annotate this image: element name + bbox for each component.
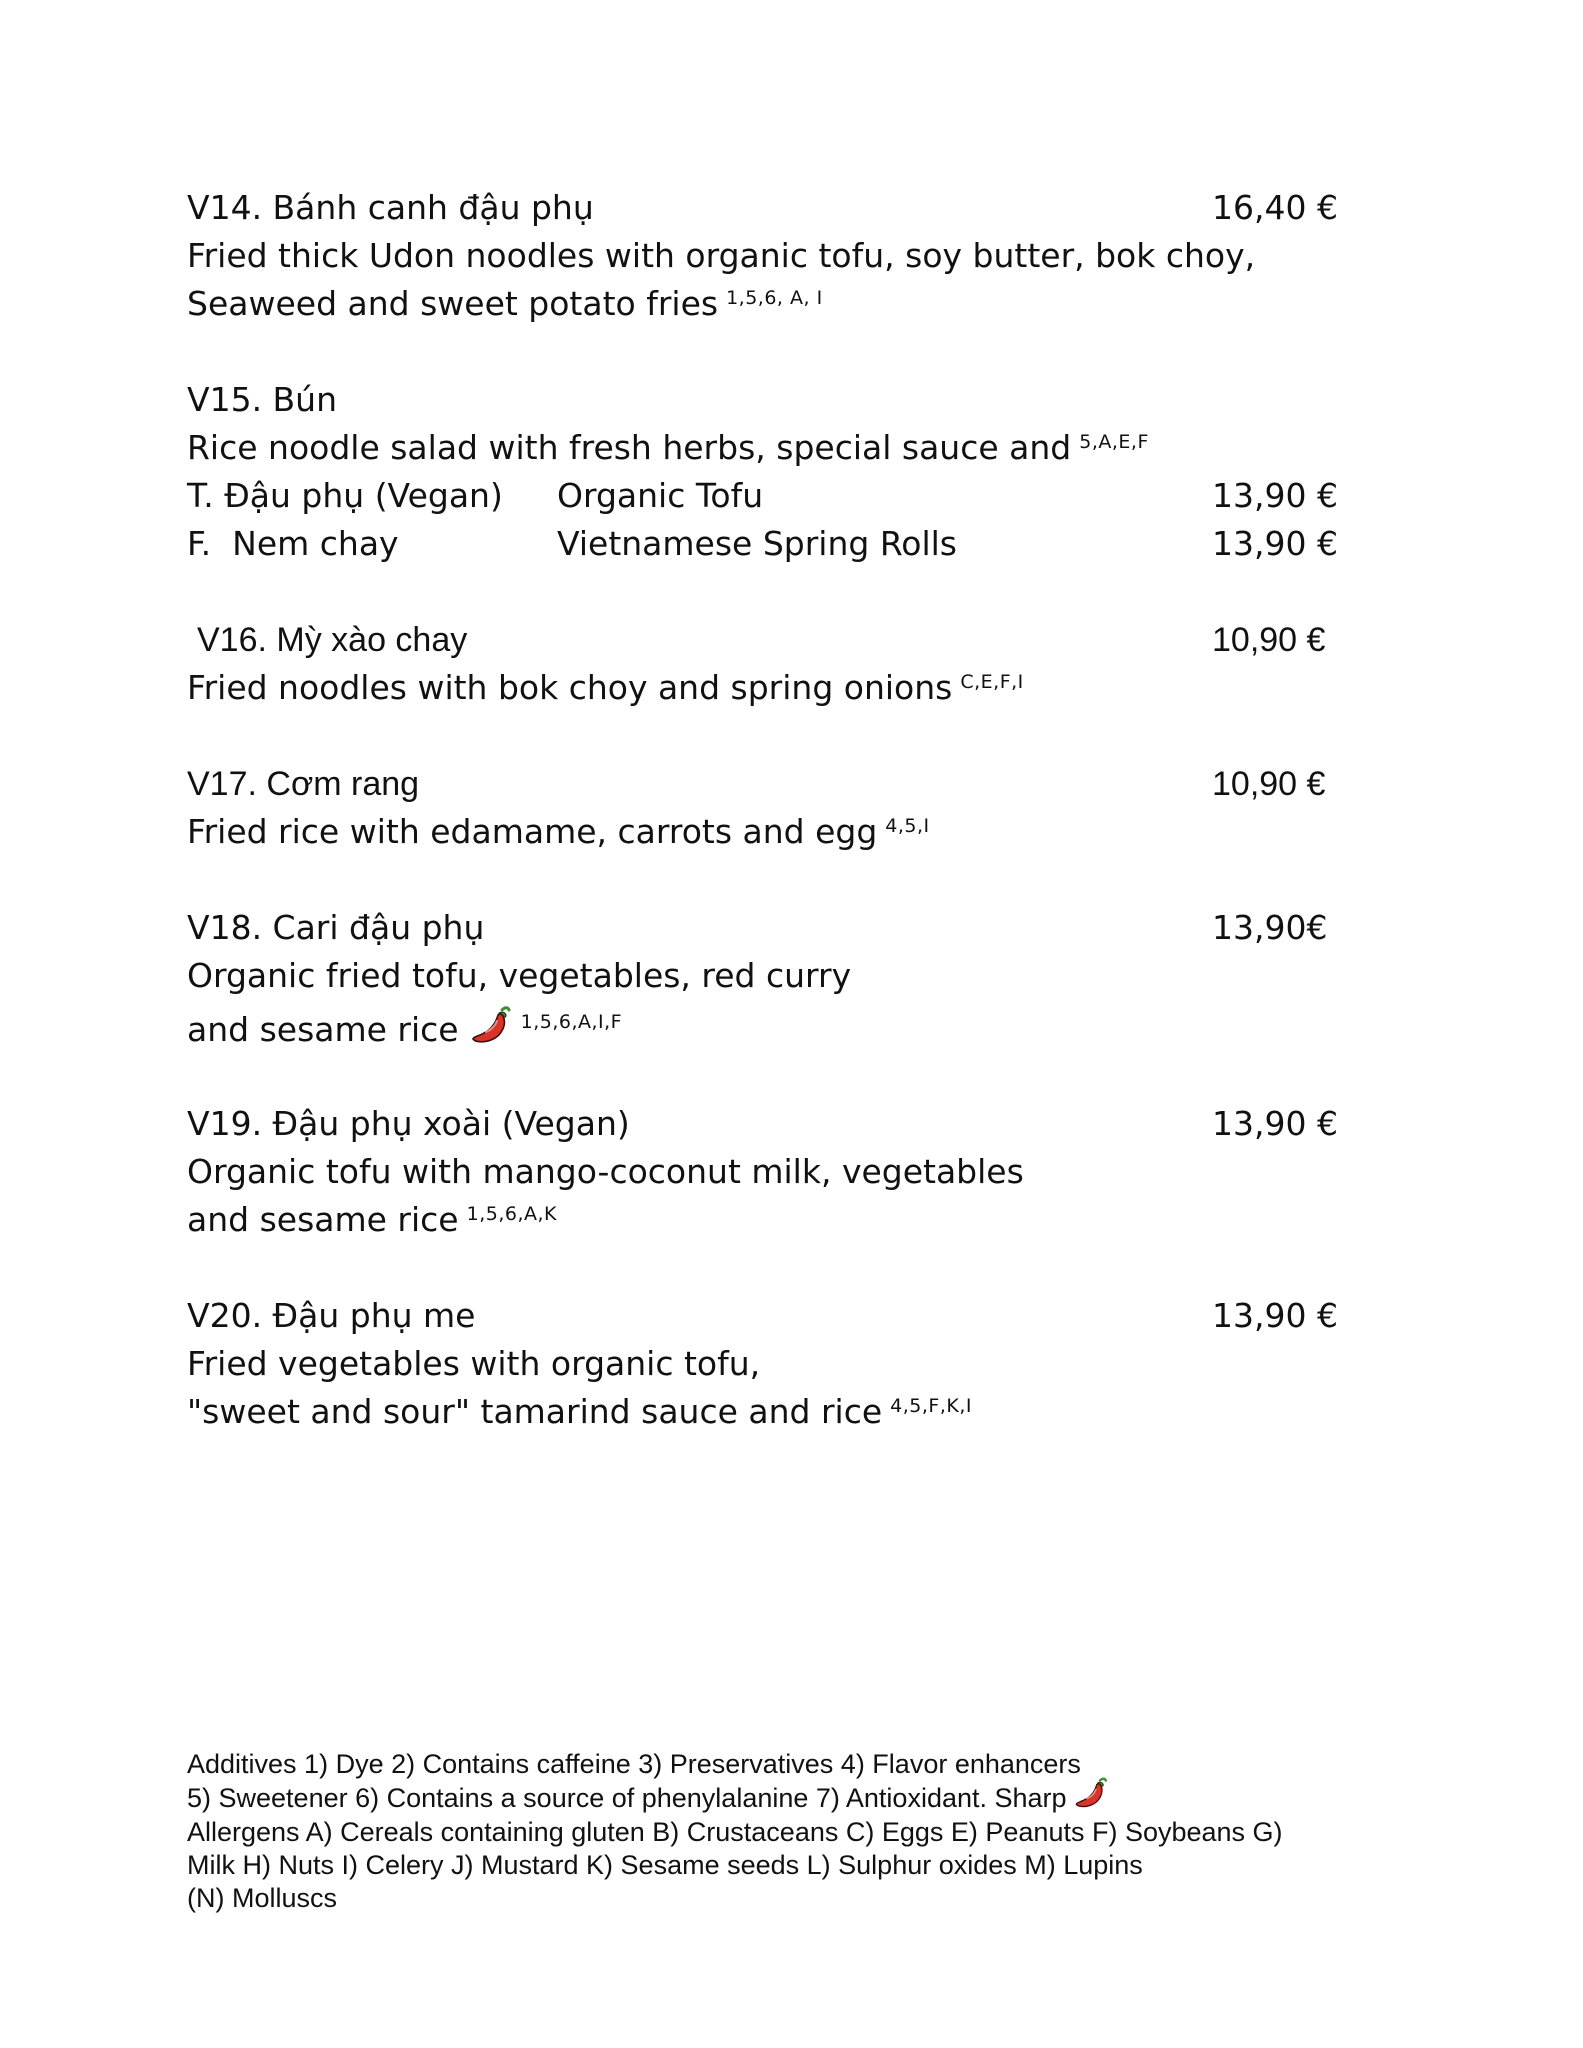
dish-v18-desc-1: Organic fried tofu, vegetables, red curry: [187, 956, 852, 995]
dish-v17-desc: [187, 812, 930, 852]
dish-v20-price: 13,90 €: [1212, 1296, 1338, 1335]
dish-v15-option-nem: [187, 524, 399, 564]
dish-v16-price: 10,90 €: [1212, 621, 1326, 659]
dish-v19-title: V19. Đậu phụ xoài (Vegan): [187, 1104, 630, 1143]
dish-v20-desc-2-text: "sweet and sour" tamarind sauce and rice: [187, 1392, 883, 1431]
dish-v19-allergen-codes: 1,5,6,A,K: [466, 1203, 557, 1225]
dish-v17-desc-text: Fried rice with edamame, carrots and egg: [187, 812, 878, 851]
dish-v15-desc: [187, 428, 1149, 468]
chili-pepper-icon: [469, 1002, 513, 1055]
option-name: F. Nem chay: [187, 524, 399, 563]
dish-v19-desc-2: [187, 1200, 557, 1240]
legend-allergens-2: Milk H) Nuts I) Celery J) Mustard K) Sesame seeds L) Sulphur oxides M) Lupins: [187, 1850, 1143, 1880]
legend-allergens-3: (N) Molluscs: [187, 1883, 338, 1913]
option-desc: Organic Tofu: [557, 476, 764, 515]
dish-v17-title: V17. Cơm rang: [187, 765, 420, 803]
dish-v19-desc-2-text: and sesame rice: [187, 1200, 459, 1239]
dish-v15-desc-text: Rice noodle salad with fresh herbs, special sauce and: [187, 428, 1072, 467]
dish-v20-desc-2: [187, 1392, 972, 1432]
dish-v19-desc-1: Organic tofu with mango-coconut milk, vegetables: [187, 1152, 1024, 1191]
dish-v19-price: 13,90 €: [1212, 1104, 1338, 1143]
dish-v15-title: V15. Bún: [187, 380, 338, 419]
legend-additives-2: [187, 1782, 1109, 1818]
dish-v18-title: V18. Cari đậu phụ: [187, 908, 485, 947]
dish-v16-desc-text: Fried noodles with bok choy and spring onions: [187, 668, 953, 707]
legend-additives-1: Additives 1) Dye 2) Contains caffeine 3) Preservatives 4) Flavor enhancers: [187, 1749, 1081, 1779]
dish-v16-desc: [187, 668, 1024, 708]
dish-v16-title: V16. Mỳ xào chay: [197, 621, 468, 659]
option-desc: Vietnamese Spring Rolls: [557, 524, 957, 563]
dish-v17-allergen-codes: 4,5,I: [885, 815, 930, 837]
dish-v15-allergen-codes: 5,A,E,F: [1079, 431, 1149, 453]
dish-v14-title: V14. Bánh canh đậu phụ: [187, 188, 594, 227]
option-price: 13,90 €: [1212, 476, 1338, 515]
dish-v14-allergen-codes: 1,5,6, A, I: [726, 287, 823, 309]
option-name: T. Đậu phụ (Vegan): [187, 476, 503, 515]
dish-v14-desc-1: Fried thick Udon noodles with organic tofu, soy butter, bok choy,: [187, 236, 1256, 275]
dish-v18-allergen-codes: 1,5,6,A,I,F: [520, 1011, 623, 1033]
dish-v18-desc-2-text: and sesame rice: [187, 1010, 459, 1049]
dish-v20-title: V20. Đậu phụ me: [187, 1296, 476, 1335]
legend-additives-2-text: 5) Sweetener 6) Contains a source of phenylalanine 7) Antioxidant. Sharp: [187, 1783, 1067, 1814]
option-price: 13,90 €: [1212, 524, 1338, 563]
dish-v20-desc-1: Fried vegetables with organic tofu,: [187, 1344, 761, 1383]
dish-v18-desc-2: [187, 1008, 622, 1055]
legend-allergens-1: Allergens A) Cereals containing gluten B) Crustaceans C) Eggs E) Peanuts F) Soybeans G): [187, 1817, 1283, 1847]
dish-v15-option-tofu: [187, 476, 503, 516]
dish-v18-price: 13,90€: [1212, 908, 1328, 947]
dish-v17-price: 10,90 €: [1212, 765, 1326, 803]
dish-v14-desc-2: [187, 284, 823, 324]
dish-v20-allergen-codes: 4,5,F,K,I: [890, 1395, 972, 1417]
chili-pepper-icon: [1073, 1774, 1109, 1818]
dish-v16-allergen-codes: C,E,F,I: [960, 671, 1024, 693]
dish-v14-price: 16,40 €: [1212, 188, 1338, 227]
dish-v14-desc-2-text: Seaweed and sweet potato fries: [187, 284, 719, 323]
